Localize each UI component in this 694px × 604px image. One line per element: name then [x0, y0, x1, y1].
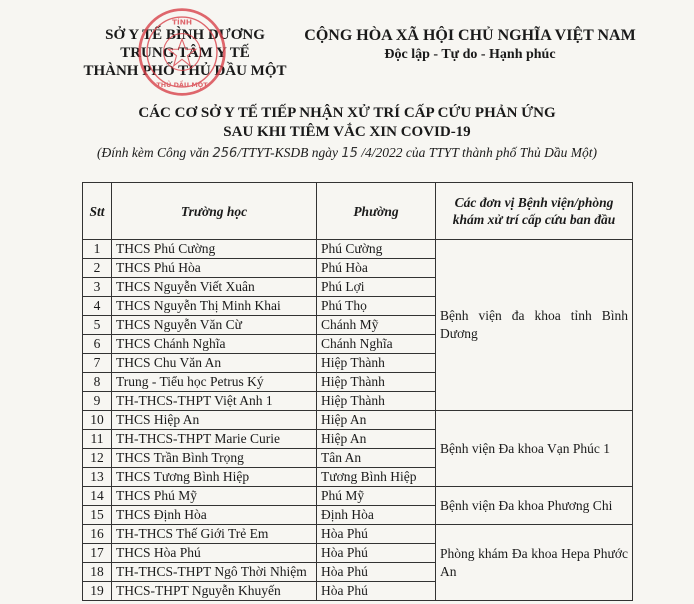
row-stt: 5	[83, 316, 112, 335]
row-ward: Phú Thọ	[317, 297, 436, 316]
row-stt: 15	[83, 506, 112, 525]
row-stt: 7	[83, 354, 112, 373]
attachment-day: 15	[341, 146, 358, 161]
row-ward: Hòa Phú	[317, 582, 436, 601]
row-school: TH-THCS-THPT Ngô Thời Nhiệm	[112, 563, 317, 582]
row-ward: Hiệp Thành	[317, 392, 436, 411]
row-school: THCS Tương Bình Hiệp	[112, 468, 317, 487]
row-school: TH-THCS-THPT Việt Anh 1	[112, 392, 317, 411]
document-title-line-2: SAU KHI TIÊM VẮC XIN COVID-19	[223, 124, 471, 140]
header-school: Trường học	[112, 183, 317, 240]
row-school: THCS Hiệp An	[112, 411, 317, 430]
hospital-cell	[436, 525, 633, 601]
row-school: TH-THCS Thế Giới Trẻ Em	[112, 525, 317, 544]
row-stt: 18	[83, 563, 112, 582]
row-school: THCS Phú Mỹ	[112, 487, 317, 506]
facility-table	[82, 182, 633, 601]
row-stt: 19	[83, 582, 112, 601]
header-hospital: Các đơn vị Bệnh viện/phòng khám xử trí cấp cứu ban đầu	[436, 183, 633, 240]
table-row	[83, 525, 633, 544]
issuer-line-1: SỞ Y TẾ BÌNH DƯƠNG	[105, 27, 265, 43]
row-ward: Phú Hòa	[317, 259, 436, 278]
row-ward: Hiệp An	[317, 430, 436, 449]
row-stt: 8	[83, 373, 112, 392]
row-ward: Chánh Nghĩa	[317, 335, 436, 354]
national-motto-block	[300, 26, 640, 64]
row-school: THCS Trần Bình Trọng	[112, 449, 317, 468]
hospital-cell	[436, 240, 633, 411]
hospital-name: Bệnh viện đa khoa tỉnh Bình Dương	[440, 308, 628, 341]
row-stt: 6	[83, 335, 112, 354]
motto: Độc lập - Tự do - Hạnh phúc	[384, 47, 556, 62]
row-stt: 14	[83, 487, 112, 506]
official-seal-icon	[136, 6, 228, 98]
hospital-name: Phòng khám Đa khoa Hepa Phước An	[440, 545, 628, 579]
row-ward: Tương Bình Hiệp	[317, 468, 436, 487]
row-stt: 3	[83, 278, 112, 297]
row-stt: 12	[83, 449, 112, 468]
row-ward: Phú Cường	[317, 240, 436, 259]
document-title-line-1: CÁC CƠ SỞ Y TẾ TIẾP NHẬN XỬ TRÍ CẤP CỨU PHẢN ỨNG	[138, 105, 556, 121]
row-ward: Hòa Phú	[317, 544, 436, 563]
row-school: THCS Chánh Nghĩa	[112, 335, 317, 354]
row-school: THCS Nguyễn Viết Xuân	[112, 278, 317, 297]
row-school: THCS Hòa Phú	[112, 544, 317, 563]
row-stt: 10	[83, 411, 112, 430]
row-stt: 13	[83, 468, 112, 487]
row-school: THCS-THPT Nguyễn Khuyến	[112, 582, 317, 601]
row-stt: 9	[83, 392, 112, 411]
row-ward: Hòa Phú	[317, 525, 436, 544]
hospital-cell	[436, 487, 633, 525]
row-stt: 11	[83, 430, 112, 449]
row-school: TH-THCS-THPT Marie Curie	[112, 430, 317, 449]
country-name: CỘNG HÒA XÃ HỘI CHỦ NGHĨA VIỆT NAM	[304, 27, 636, 44]
row-ward: Tân An	[317, 449, 436, 468]
issuer-line-3: THÀNH PHỐ THỦ DẦU MỘT	[83, 63, 287, 79]
row-school: THCS Chu Văn An	[112, 354, 317, 373]
header-stt: Stt	[83, 183, 112, 240]
hospital-name: Bệnh viện Đa khoa Phương Chi	[440, 497, 613, 513]
row-school: Trung - Tiểu học Petrus Ký	[112, 373, 317, 392]
row-stt: 1	[83, 240, 112, 259]
row-ward: Phú Lợi	[317, 278, 436, 297]
hospital-cell	[436, 411, 633, 487]
svg-text:TỈNH: TỈNH	[171, 17, 193, 27]
row-ward: Hiệp Thành	[317, 373, 436, 392]
row-ward: Hòa Phú	[317, 563, 436, 582]
row-ward: Định Hòa	[317, 506, 436, 525]
row-ward: Hiệp Thành	[317, 354, 436, 373]
row-school: THCS Phú Hòa	[112, 259, 317, 278]
row-stt: 16	[83, 525, 112, 544]
row-stt: 17	[83, 544, 112, 563]
attachment-prefix: (Đính kèm Công văn	[97, 145, 213, 160]
header-ward: Phường	[317, 183, 436, 240]
row-ward: Chánh Mỹ	[317, 316, 436, 335]
row-ward: Phú Mỹ	[317, 487, 436, 506]
attachment-middle: /TTYT-KSDB ngày	[237, 145, 342, 160]
row-school: THCS Nguyễn Văn Cừ	[112, 316, 317, 335]
svg-text:THỦ DẦU MỘT: THỦ DẦU MỘT	[156, 80, 208, 89]
row-ward: Hiệp An	[317, 411, 436, 430]
row-school: THCS Định Hòa	[112, 506, 317, 525]
table-row	[83, 487, 633, 506]
table-row	[83, 411, 633, 430]
issuer-line-2: TRUNG TÂM Y TẾ	[120, 45, 250, 61]
table-row	[83, 240, 633, 259]
attachment-suffix: /4/2022 của TTYT thành phố Thủ Dầu Một)	[357, 145, 597, 160]
table-header-row	[83, 183, 633, 240]
row-stt: 4	[83, 297, 112, 316]
attachment-number: 256	[212, 146, 238, 161]
attachment-note	[0, 145, 694, 161]
hospital-name: Bệnh viện Đa khoa Vạn Phúc 1	[440, 440, 610, 456]
row-school: THCS Nguyễn Thị Minh Khai	[112, 297, 317, 316]
row-school: THCS Phú Cường	[112, 240, 317, 259]
row-stt: 2	[83, 259, 112, 278]
